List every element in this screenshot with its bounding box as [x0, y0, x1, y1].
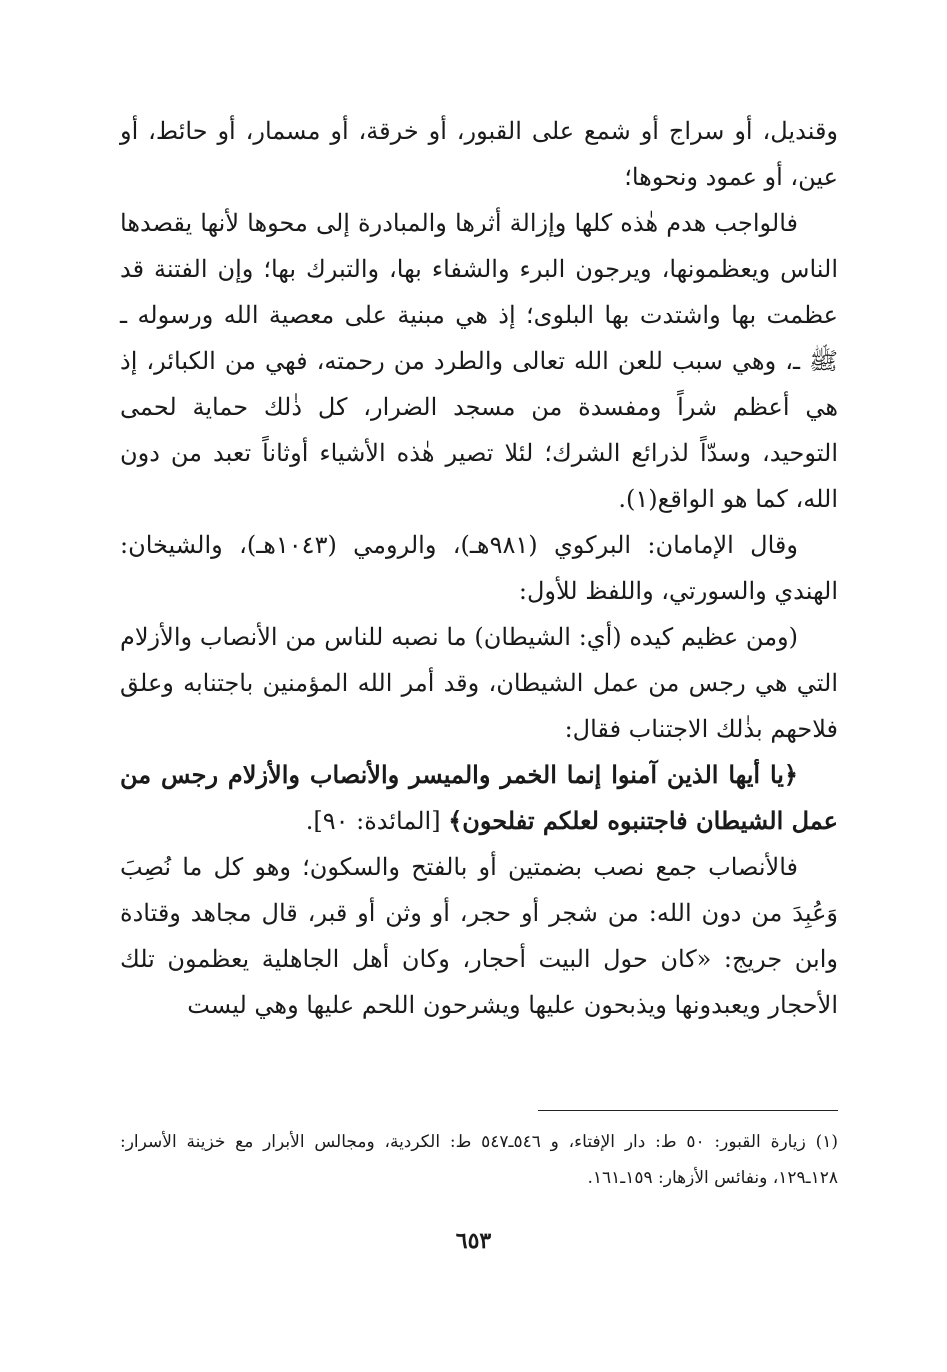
paragraph-3: وقال الإمامان: البركوي (٩٨١هـ)، والرومي (١٠٤٣هـ)، والشيخان: الهندي والسورتي، واللفظ للأول:	[120, 531, 838, 605]
paragraph-1: وقنديل، أو سراج أو شمع على القبور، أو خرقة، أو مسمار، أو حائط، أو عين، أو عمود ونحوها؛	[120, 117, 838, 191]
page-number: ٦٥٣	[455, 1228, 492, 1254]
paragraph-2: فالواجب هدم هٰذه كلها وإزالة أثرها والمبادرة إلى محوها لأنها يقصدها الناس ويعظمونها، ويرجون البرء والشفاء بها، والتبرك بها؛ وإن الفتنة قد عظمت بها واشتدت بها البلوى؛ إذ هي مبنية على معصية الله ورسوله ـ ﷺ ـ، وهي سبب للعن الله تعالى والطرد من رحمته، فهي من الكبائر، إذ هي أعظم شراً ومفسدة من مسجد الضرار، كل ذٰلك حماية لحمى التوحيد، وسدّاً لذرائع الشرك؛ لئلا تصير هٰذه الأشياء أوثاناً تعبد من دون الله، كما هو الواقع(١).	[120, 209, 838, 513]
main-text	[120, 108, 838, 1028]
quran-verse: ﴿يا أيها الذين آمنوا إنما الخمر والميسر والأنصاب والأزلام رجس من عمل الشيطان فاجتنبوه لعلكم تفلحون﴾	[120, 760, 838, 835]
footnote-separator	[538, 1110, 838, 1111]
paragraph-5	[120, 752, 838, 844]
verse-reference: [المائدة: ٩٠].	[305, 807, 449, 835]
footnote-1: (١) زيارة القبور: ٥٠ ط: دار الإفتاء، و ٥٤٦ـ٥٤٧ ط: الكردية، ومجالس الأبرار مع خزينة الأسرار: ١٢٨ـ١٢٩، ونفائس الأزهار: ١٥٩ـ١٦١.	[120, 1132, 839, 1188]
paragraph-4: (ومن عظيم كيده (أي: الشيطان) ما نصبه للناس من الأنصاب والأزلام التي هي رجس من عمل الشيطان، وقد أمر الله المؤمنين باجتنابه وعلق فلاحهم بذٰلك الاجتناب فقال:	[120, 623, 838, 743]
footnotes	[120, 1124, 838, 1196]
paragraph-6: فالأنصاب جمع نصب بضمتين أو بالفتح والسكون؛ وهو كل ما نُصِبَ وَعُبِدَ من دون الله: من شجر أو حجر، أو وثن أو قبر، قال مجاهد وقتادة وابن جريج: «كان حول البيت أحجار، وكان أهل الجاهلية يعظمون تلك الأحجار ويعبدونها ويذبحون عليها ويشرحون اللحم عليها وهي ليست	[120, 853, 838, 1019]
